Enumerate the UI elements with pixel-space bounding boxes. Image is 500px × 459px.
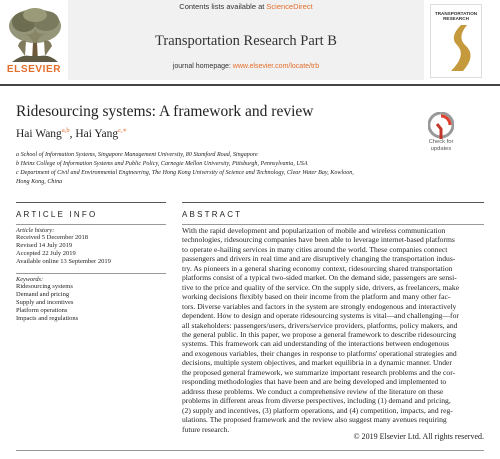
article-info-rule (16, 224, 166, 225)
journal-homepage-line (68, 63, 424, 70)
article-info-heading: ARTICLE INFO (16, 210, 98, 219)
keywords-rule (16, 273, 166, 274)
affiliation-line: a School of Information Systems, Singapore Management University, 80 Stamford Road, Singapore (16, 152, 258, 158)
abstract-line: With the rapid development and popularization of mobile and wireless communication (182, 226, 446, 235)
keyword-item: Impacts and regulations (16, 315, 79, 323)
keyword-item: Platform operations (16, 307, 68, 315)
author-list: Hai Wang$^{a,b}$, Hai Yang$^{c,∗}$ (16, 127, 128, 140)
header-divider (0, 84, 500, 86)
keyword-item: Supply and incentives (16, 299, 74, 307)
abstract-line: passengers and drivers in real time and are disruptively changing the transportation indus- (182, 254, 456, 264)
abstract-line: systems. This framework can aid understanding of the interactions between endogenous (182, 339, 450, 349)
cover-title-line2: RESEARCH (443, 16, 469, 21)
affiliation-line: b Heinz College of Information Systems and Public Policy, Carnegie Mellon University, Pittsburgh, Pennsylvania, USA (16, 161, 308, 167)
publisher-name: ELSEVIER (6, 64, 62, 75)
affiliation-line: Hong Kong, China (16, 179, 63, 185)
abstract-line: to operate e-hailing services in many cities around the world. These companies connect (182, 244, 448, 254)
check-for-updates-icon[interactable] (428, 112, 454, 140)
abstract-heading: ABSTRACT (182, 210, 243, 219)
cover-road-graphic (431, 23, 481, 73)
check-updates-line: Check for (428, 139, 454, 145)
abstract-rule (182, 224, 484, 225)
article-history (16, 227, 166, 266)
footer-rule (16, 450, 484, 451)
sciencedirect-link[interactable]: ScienceDirect (266, 2, 313, 11)
abstract-line: try. As pioneers in a general sharing economy context, ridesourcing shared transportation (182, 263, 453, 273)
abstract-line: decisions, multiple system objectives, and market equilibria in a dynamic manner. Under (182, 358, 452, 368)
abstract-line: and exogenous variables, their changes in response to platforms' operational strategies and (182, 348, 457, 358)
abstract-line: the general public. In this paper, we propose a general framework to describe ridesourcing (182, 329, 457, 339)
abstract-body (182, 226, 484, 434)
author-name[interactable]: Hai Wang (16, 127, 62, 140)
history-label: Article history: (16, 227, 55, 234)
author-affiliation-marker[interactable]: c,∗ (118, 127, 128, 134)
article-title: Ridesourcing systems: A framework and review (16, 103, 314, 120)
article-info-top-rule (16, 202, 166, 203)
contents-availability-line (68, 2, 424, 11)
homepage-prefix: journal homepage: (172, 63, 233, 70)
keywords-block (16, 276, 166, 323)
cover-title-line1: TRANSPORTATION (434, 11, 478, 16)
abstract-line: problems in different areas from diverse perspectives, including (1) demand and pricing, (182, 396, 451, 406)
abstract-line: responding methodologies that have been and are being developed and implemented to (182, 377, 447, 387)
abstract-line: technologies, ridesourcing companies have been able to leverage internet-based platforms (182, 235, 455, 245)
abstract-line: address these problems. We conduct a comprehensive review of the literature on these (182, 386, 444, 396)
history-item: Available online 13 September 2019 (16, 258, 111, 266)
abstract-line: ulations. The proposed framework and the review also suggest many avenues requiring (182, 415, 447, 425)
history-item: Received 5 December 2018 (16, 234, 89, 241)
abstract-line: dependent. How to design and operate ridesourcing systems is vital—and challenging—for (182, 311, 459, 321)
abstract-line: future research. (182, 424, 230, 434)
affiliation-line: c Department of Civil and Environmental Engineering, The Hong Kong University of Science and Technology, Clear Water Bay, Kowloon, (16, 170, 354, 176)
author-affiliation-marker[interactable]: a,b (61, 127, 70, 134)
check-for-updates-label[interactable] (418, 139, 464, 153)
abstract-line: all stakeholders: passengers/users, drivers/service providers, platforms, policy makers, and (182, 320, 458, 330)
abstract-top-rule (182, 202, 484, 203)
abstract-line: (2) supply and incentives, (3) platform operations, and (4) competition, impacts, and reg- (182, 405, 453, 415)
check-updates-line: updates (430, 146, 452, 152)
abstract-line: working decisions flexibly based on their income from the platform and many other fac- (182, 292, 451, 302)
journal-cover-thumbnail (430, 4, 482, 78)
keyword-item: Ridesourcing systems (16, 283, 73, 290)
journal-homepage-link[interactable]: www.elsevier.com/locate/trb (232, 63, 320, 70)
keywords-label: Keywords: (16, 276, 44, 283)
abstract-line: tors. Diverse variables and factors in the system are strongly endogenous and interactively (182, 301, 457, 311)
abstract-line: the proposed general framework, we summarize important research problems and the cor- (182, 367, 456, 377)
abstract-line: platforms consist of a typical two-sided market. On the demand side, passengers are sensi- (182, 273, 457, 283)
keyword-item: Demand and pricing (16, 291, 70, 299)
author-name[interactable]: Hai Yang (75, 127, 119, 140)
contents-prefix: Contents lists available at (179, 2, 267, 11)
history-item: Accepted 22 July 2019 (16, 250, 76, 258)
abstract-line: tive to the price and quality of the service. On the supply side, drivers, as freelancers, make (182, 282, 460, 292)
copyright-notice: © 2019 Elsevier Ltd. All rights reserved. (353, 432, 484, 441)
journal-title: Transportation Research Part B (155, 33, 337, 49)
history-item: Revised 14 July 2019 (16, 242, 73, 250)
elsevier-tree-logo (6, 6, 64, 64)
